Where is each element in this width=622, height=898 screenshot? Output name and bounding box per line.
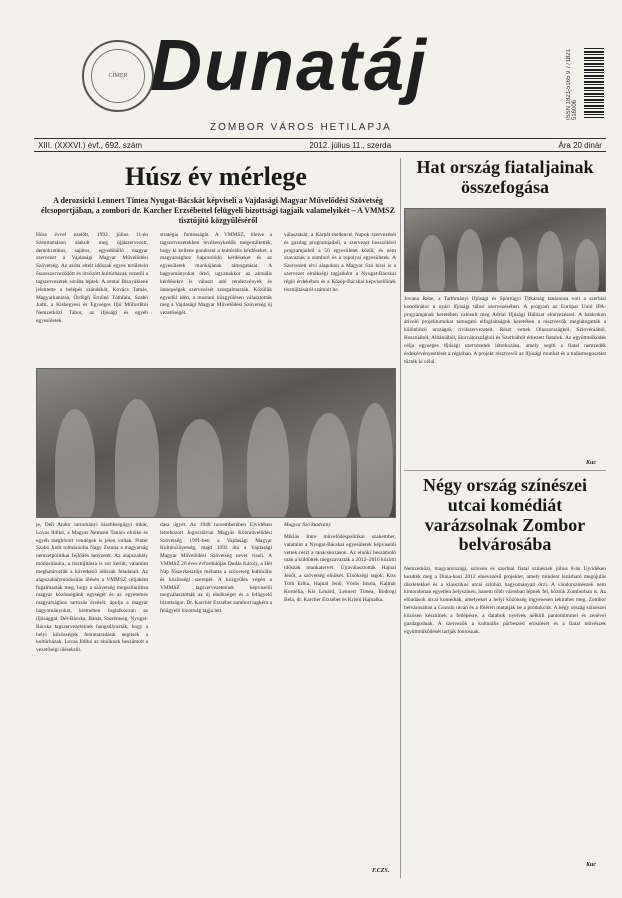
column-divider xyxy=(400,158,401,878)
city-seal-icon xyxy=(82,40,154,112)
issue-price: Ára 20 dinár xyxy=(558,140,602,150)
section-divider xyxy=(404,470,606,471)
side-article-2-signature: Kuc xyxy=(586,862,597,868)
side-article-1-title: Hat ország fiataljainak összefogása xyxy=(416,157,594,197)
side-article-2-title: Négy ország színészei utcai komédiát varázsolnak Zombor belvárosába xyxy=(423,475,587,555)
main-article-lead: A derozsicki Lennert Tímea Nyugat-Bácskát képviseli a Vajdasági Magyar Művelődési Szövetség élcsoportjában, a zombori dr. Karcher Erzsébettel felügyeli bizottsági tagjaik valamelyikét – A VMMSZ tisztújító közgyűléséről xyxy=(41,196,395,225)
main-col1-bottom: je, Deli Andor tartományi kisebbségügyi titkár, Lovas Ildikó, a Magyar Nemzeti Tanács elnöke és egyéb meghívott vendégek is jelen voltak. Pintér Szabó Judit tolmácsolta Nagy Zsuzsa a magyarság nemzetpolitikai fejlődés helyzetét. Az alapszabály módosítására, a tisztújításra is sor került, valamint meghatározták a következő időszak feladatait. Az alapszabálymódosítás ülésén a VMMSZ céljaként fogalmazták meg, hogy a szövetség megszilárdítsa magyar közösségünk egységét és az egyetemes magyarsághoz tartozás érzését, ápolja a magyar hagyományokat, kiemelten foglalkozzon az ifjúsággal. Dél-Bácska, Bánát, Szerémség, Nyugat-Bácska tagszervezeteinek hangsúlyozták, hogy a helyi közösségek fennmaradását segítsék a kultúrházak. Lovas Ildikó az elnöknek beszámolt a vezetőségi ülésekről. xyxy=(36,522,148,654)
issue-bar xyxy=(34,138,606,152)
side-article-1-body: Jovana Rebe, a Tartományi Ifjúsági és Sportügyi Titkárság tanácsosa volt a szerbiai koordinátor a nyári ifjúsági tábor szervezésében. A program az Európai Unió IPA-programjának keretében valósult meg Adriai Ifjúsági Hálózat elnevezéssel. A határokon átívelő projektumokat támogató elfoglaltságok keretében a résztvevők meglátogatták a különböző országok civilszervezeteit. Részt vettek Olaszországból, Szlovéniából, Boszniából, Albániából, Horvátországból és Szerbiából érkezett fiatalok. Az együttműködés célja egységes ifjúsági szervezetek létrehozása, amely segíti a fiatal nemzedék érdekérvényesítését a régióban. A projekt résztvevői az ifjúsági munkát és a tudásmegosztást tűzték ki célul. xyxy=(404,296,606,365)
issue-date: 2012. július 11., szerda xyxy=(309,140,392,150)
masthead-title: Dunatáj xyxy=(150,26,429,106)
main-article-photo xyxy=(36,368,396,518)
side-article-1-photo xyxy=(404,208,606,292)
barcode-icon xyxy=(584,48,604,118)
main-col1-top: Húsz évvel ezelőtt, 1992. július 11-én Szenttamáson alakult meg újjászervezett, demokratikus, sajátos, egyedülálló magyar szervezet a Vajdasági Magyar Művelődési Szövetség. Az azóta eltelt időszak egyes területein összeszerveződött és ötvözött kultúrházak vezetői a tagszervezetek sorába léptek. A zentai Bisnyákiené jelentette a belépés szándékát, Kovács Tamás, Magyarkanizsa, Ördögh Ernőné Tóthfalu, Szabó Judit, a Kishegyesi és Egységes Ifjú Műfordítói Nemzetközi Tábor, az ifjúsági és egyéb egyesületek. xyxy=(36,232,148,325)
main-col2-top: stratégia fontosságát. A VMMSZ, illetve a tagszervezetekben tevékenykedők megemlítették, hogy ki kellene gondozni a kultúrális kérdéseket, a magyarsághoz kapcsolódó kérdéseket és az egyesületek munkájának támogatását. A hagyományokat őrző, ugyanakkor az aktuális kérdésekre is választ adó rendezvények és ünnepségek szervezését szorgalmazták. Közülük egyedül idén, a mostani közgyűlésen választották meg a Vajdasági Magyar Művelődési Szövetség új vezetőségét. xyxy=(160,232,272,317)
barcode-text: ISSN 1821-5165 9 771821 516006 xyxy=(566,48,578,120)
masthead-subtitle: ZOMBOR VÁROS HETILAPJA xyxy=(210,122,392,133)
side-article-1-signature: Kuc xyxy=(586,460,597,466)
issue-volume: XIII. (XXXVI.) évf., 692. szám xyxy=(38,140,143,150)
main-article-signature: F.CZS. xyxy=(372,868,390,874)
main-col2-bottom: dása ügyét. Az 1948 novemberében Újvidéken létrehozott Jugoszláviai Magyar Közművelődési Szövetség 1991-ben a Vajdasági Magyar Kultúrszövetség, majd 1992 óta a Vajdasági Magyar Művelődési Szövetség nevet viseli. A VMMSZ 20 éves évfordulóján Dudás Károly, a Hét Nap főszerkesztője méltatta a szövetség kultúrális és közösségi szerepét. A közgyűlés végén a VMMSZ tagszervezeteinek képviselői megválasztották az új elnökséget és a felügyelő bizottságot. Dr. Karcher Erzsébet zombori tagként a felügyelő bizottság tagja lett. xyxy=(160,522,272,615)
main-col3-top: választását, a Kárpát-medencei Napok szervezését és gazdag programjaiból, a szervezet hosszútávú programjaiból a 50 egyesületet közül, és nem szavaztak a zombori és a topolyai egyesületek. A Szervezeti elvi alapokon a Magyar Szó hírei is a szervezet elnökségi tagjaiként a Nyugat-Bácskai régió érdekében és a Közép-Bácskai képviselőinek tisztújításáról számolt be. xyxy=(284,232,396,293)
side-article-2-body: Nemzetközi, magyarországi, szlovén és szerbiai fiatal színészek július 8-án Újvidéken kezdték meg a Duna-hosz 2012 elnevezésű projektet, amely mindent lezárható megújulás díszletekkel és a klasszikus utcai színház hagyományait őrzi. A vándorszínészek nem kimondottan egyetlen helyszínen, hanem több városban lépnek fel, köztük Zomborban is. Az előadások utcai komédiák, amelyeket a helyi közönség ingyenesen tekinthet meg. Zombor belvárosában a Gozsdu utcán és a főtéren mutatják be a produkciót. A négy ország színészei közösen készülnek a fellépésre, a darabok nyelvek nélküli pantomimmel és zenével gazdagodnak. A szervezők a kulturális párbeszéd erősítését és a fiatal művészek együttműködését tartják fontosnak. xyxy=(404,566,606,635)
photo-caption: Magyar Szó kiadvány xyxy=(284,522,331,528)
seal-text: CÍMER xyxy=(91,49,145,103)
main-article-title: Húsz év mérlege xyxy=(125,162,307,191)
main-col3-bottom: Miklós Imre művelődéspolitikai szakember, valamint a Nyugat-Bácskai egyesületek képviselői vettek részt a tanácskozáson. Az elnöki beszámoló után a küldöttek megszavazták a 2012–2016 közötti időszak munkatervét. Újraválasztották Hajnal Jenőt, a szövetség elnökét. Elnökségi tagok: Kiss Tóth Erika, Hajnal Jenő, Vörös Imola, Kalmár Kornélia, Kis Lénárd, Lennert Tímea, Bodrogi Béla, dr. Karcher Erzsébet és Kristó Hajnalka. xyxy=(284,534,396,603)
